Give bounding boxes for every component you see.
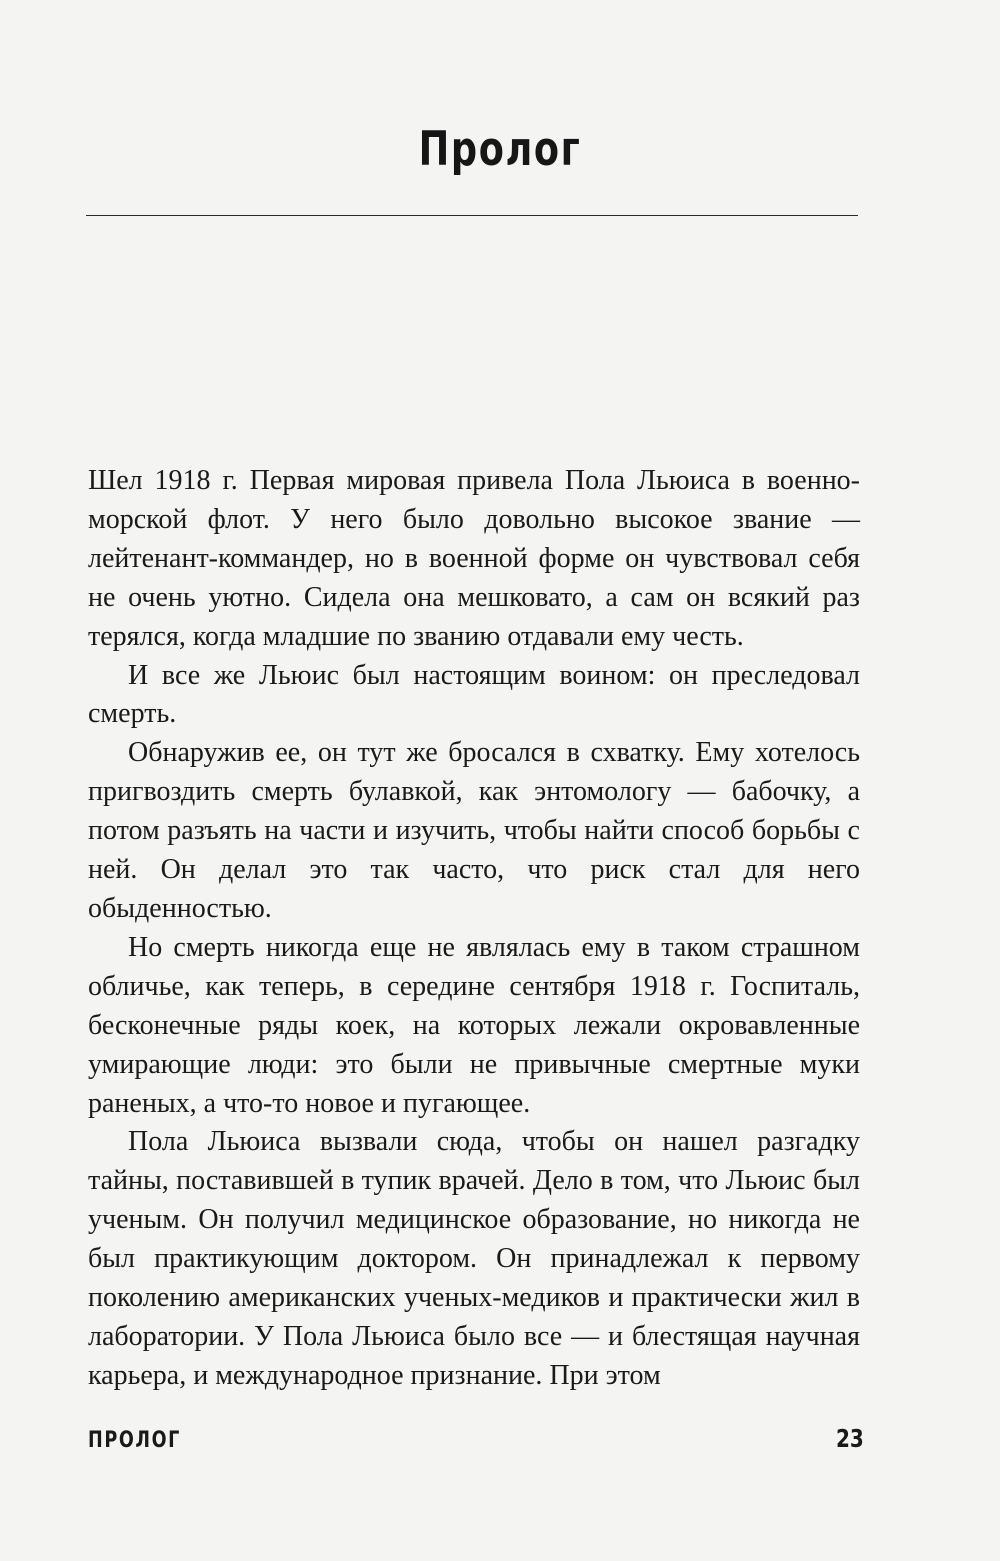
paragraph-4: Но смерть никогда еще не являлась ему в таком страшном обличье, как теперь, в середине сентября 1918 г. Госпиталь, бесконечные ряды коек, на которых лежали окровавленные умирающие люди: это были не привычные смертные муки раненых, а что-то новое и пугающее.	[88, 931, 860, 1119]
paragraph-3: Обнаружив ее, он тут же бросался в схватку. Ему хотелось пригвоздить смерть булавкой, как энтомологу — бабочку, а потом разъять на части и изучить, чтобы найти способ борьбы с ней. Он делал это так часто, что риск стал для него обыденностью.	[88, 737, 860, 924]
paragraph-1: Шел 1918 г. Первая мировая привела Пола Льюиса в военно-морской флот. У него было довольно высокое звание — лейтенант-коммандер, но в военной форме он чувствовал себя не очень уютно. Сидела она мешковато, а сам он всякий раз терялся, когда младшие по званию отдавали ему честь.	[88, 465, 860, 652]
page-number: 23	[836, 1424, 864, 1453]
running-head: ПРОЛОГ	[88, 1428, 181, 1453]
paragraph-5: Пола Льюиса вызвали сюда, чтобы он нашел разгадку тайны, поставившей в тупик врачей. Дело в том, что Льюис был ученым. Он получил медицинское образование, но никогда не был практикующим доктором. Он принадлежал к первому поколению американских ученых-медиков и практически жил в лаборатории. У Пола Льюиса было все — и блестящая научная карьера, и международное признание. При этом	[88, 1126, 860, 1391]
title-divider	[86, 215, 858, 216]
paragraph-2: И все же Льюис был настоящим воином: он преследовал смерть.	[88, 659, 860, 730]
chapter-title: Пролог	[418, 122, 582, 177]
body-text	[88, 462, 860, 1396]
